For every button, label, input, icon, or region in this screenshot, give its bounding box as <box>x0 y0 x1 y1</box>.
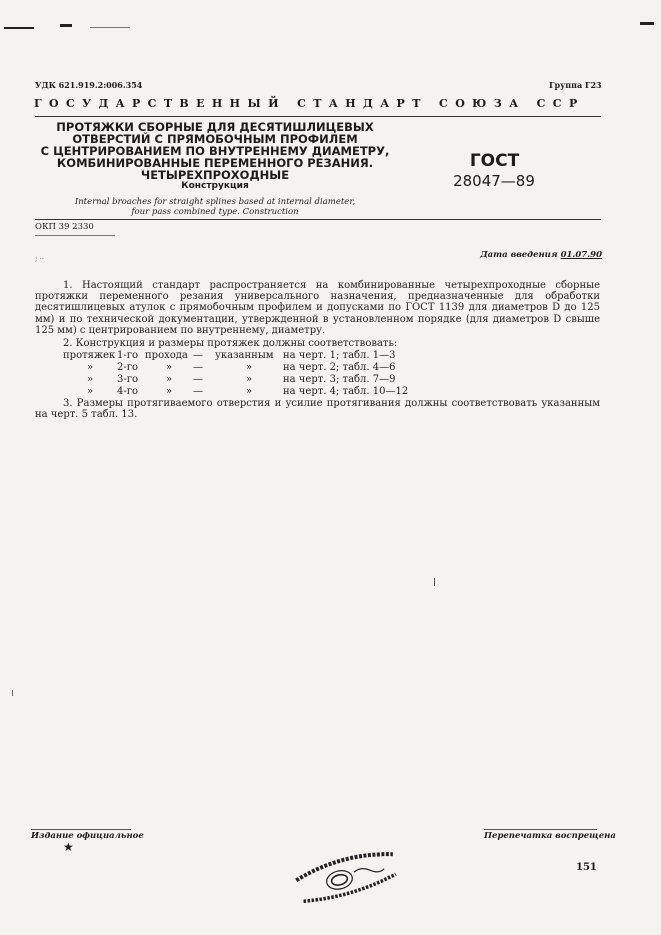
scan-mark <box>4 27 34 29</box>
list-dash: — <box>193 350 203 361</box>
okp-code: ОКП 39 2330 <box>35 222 94 232</box>
list-item <box>63 386 408 398</box>
scan-speck <box>12 690 13 696</box>
effective-date <box>480 250 602 260</box>
gost-label: ГОСТ <box>469 151 520 171</box>
list-prefix: » <box>86 386 94 397</box>
title-line: ПРОТЯЖКИ СБОРНЫЕ ДЛЯ ДЕСЯТИШЛИЦЕВЫХ <box>56 120 374 134</box>
page-number: 151 <box>576 862 597 873</box>
list-verb: » <box>245 386 253 397</box>
list-word: » <box>165 362 173 373</box>
broach-pass-list <box>63 350 408 398</box>
list-item <box>63 350 408 362</box>
scan-mark <box>90 27 130 28</box>
group-code: Группа Г23 <box>549 80 602 90</box>
title-rule <box>35 219 601 220</box>
title-line: ЧЕТЫРЕХПРОХОДНЫЕ <box>140 168 290 182</box>
list-prefix: » <box>86 374 94 385</box>
list-word: » <box>165 386 173 397</box>
footer-rule-left <box>31 829 131 830</box>
english-title-line: four pass combined type. Construction <box>131 207 299 217</box>
paragraph-3: 3. Размеры протягиваемого отверстия и усилие протягивания должны соответствовать указанным на черт. 5 табл. 13. <box>35 398 600 421</box>
effective-date-value: 01.07.90 <box>560 250 602 260</box>
scan-mark: ; ·· <box>35 255 45 263</box>
list-verb: » <box>245 374 253 385</box>
reprint-prohibited: Перепечатка воспрещена <box>484 831 616 841</box>
list-word: прохода <box>145 350 188 361</box>
library-stamp <box>291 846 403 908</box>
gost-number: 28047—89 <box>453 172 535 190</box>
list-verb: » <box>245 362 253 373</box>
document-title <box>40 121 390 181</box>
list-dash: — <box>193 362 203 373</box>
title-line: С ЦЕНТРИРОВАНИЕМ ПО ВНУТРЕННЕМУ ДИАМЕТРУ, <box>40 144 390 158</box>
udk-code: УДК 621.919.2:006.354 <box>35 80 143 90</box>
scan-mark <box>60 24 72 27</box>
library-stamp-graphic <box>291 846 403 908</box>
list-ref: на черт. 1; табл. 1—3 <box>283 350 396 361</box>
list-pass: 4-го <box>117 386 139 397</box>
list-prefix: » <box>86 362 94 373</box>
title-line: КОМБИНИРОВАННЫЕ ПЕРЕМЕННОГО РЕЗАНИЯ. <box>56 156 374 170</box>
footer-rule-right <box>484 829 597 830</box>
list-dash: — <box>193 386 203 397</box>
star-mark: ★ <box>63 840 74 854</box>
list-verb: указанным <box>215 350 274 361</box>
document-subtitle: Конструкция <box>181 181 249 191</box>
list-pass: 1-го <box>117 350 139 361</box>
scan-speck <box>434 578 435 586</box>
title-line: ОТВЕРСТИЙ С ПРЯМОБОЧНЫМ ПРОФИЛЕМ <box>72 132 358 146</box>
state-standard-heading: ГОСУДАРСТВЕННЫЙ СТАНДАРТ СОЮЗА ССР <box>34 97 585 110</box>
list-item <box>63 362 408 374</box>
list-ref: на черт. 3; табл. 7—9 <box>283 374 396 385</box>
scan-mark <box>640 22 654 25</box>
official-edition: Издание официальное <box>31 831 144 841</box>
header-rule <box>35 116 601 117</box>
list-prefix: протяжек <box>63 350 116 361</box>
list-ref: на черт. 2; табл. 4—6 <box>283 362 396 373</box>
list-pass: 3-го <box>117 374 139 385</box>
list-dash: — <box>193 374 203 385</box>
paragraph-2: 2. Конструкция и размеры протяжек должны соответствовать: <box>63 338 398 349</box>
okp-rule <box>35 235 115 236</box>
list-pass: 2-го <box>117 362 139 373</box>
english-title <box>40 197 390 217</box>
list-word: » <box>165 374 173 385</box>
list-ref: на черт. 4; табл. 10—12 <box>283 386 409 397</box>
english-title-line: Internal broaches for straight splines based at internal diameter, <box>74 197 356 207</box>
list-item <box>63 374 408 386</box>
effective-date-label: Дата введения <box>480 250 558 260</box>
paragraph-1: 1. Настоящий стандарт распространяется на комбинированные четырехпроходные сборные протяжки переменного резания универсального назначения, предназначенные для обработки десятишлицевых атулок с прямобочным профилем и допусками по ГОСТ 1139 для диаметров D до 125 мм) и по технической документации, утвержденной в установленном порядке (для диаметров D свыше 125 мм) с центрированием по внутреннему, диаметру. <box>35 280 600 336</box>
